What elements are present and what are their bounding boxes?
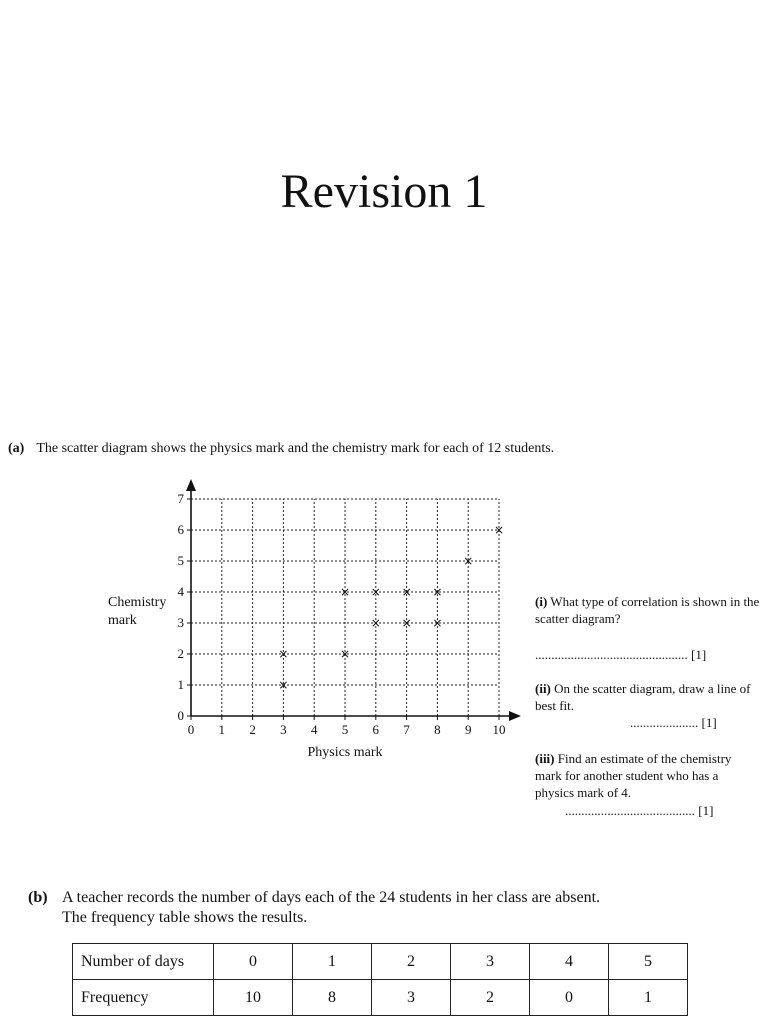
y-axis-label: mark [108, 613, 137, 628]
question-a-iii-label: (iii) [535, 751, 555, 766]
data-point: × [339, 647, 351, 661]
question-a-text: The scatter diagram shows the physics mark and the chemistry mark for each of 12 students. [36, 441, 555, 456]
table-cell: 8 [293, 980, 372, 1016]
x-tick-label: 0 [187, 722, 195, 737]
x-tick-label: 9 [464, 722, 472, 737]
question-a-ii-label: (ii) [535, 681, 551, 696]
question-a-i-answer-line[interactable]: ............................................... [1] [535, 647, 707, 662]
table-row-frequency [73, 980, 688, 1016]
data-point: × [278, 647, 289, 661]
question-a-iii-answer-line[interactable]: ........................................ [1] [565, 803, 714, 818]
y-axis-arrow [186, 479, 196, 491]
y-tick-label: 4 [177, 584, 184, 599]
table-cell: 1 [293, 944, 372, 980]
x-axis-label: Physics mark [307, 745, 383, 760]
table-header-days: Number of days [73, 944, 214, 980]
data-point: × [432, 585, 443, 599]
table-cell: 10 [214, 980, 293, 1016]
scatter-diagram [100, 470, 530, 770]
question-a-label: (a) [8, 441, 25, 456]
question-a-ii [535, 680, 760, 714]
data-point: × [493, 523, 505, 537]
data-point: × [339, 585, 351, 599]
table-cell: 0 [214, 944, 293, 980]
data-point: × [370, 585, 381, 599]
question-a-iii-text: Find an estimate of the chemistry mark for another student who has a physics mark of 4. [535, 751, 732, 800]
y-axis-label: Chemistry [108, 595, 167, 610]
table-cell: 3 [372, 980, 451, 1016]
table-cell: 0 [530, 980, 609, 1016]
data-point: × [432, 616, 443, 630]
table-cell: 2 [451, 980, 530, 1016]
question-b-line1: A teacher records the number of days each of the 24 students in her class are absent. [62, 889, 601, 906]
y-tick-label: 2 [177, 646, 184, 661]
x-tick-label: 6 [372, 722, 380, 737]
table-cell: 3 [451, 944, 530, 980]
question-b-text [62, 888, 702, 928]
y-tick-label: 0 [177, 708, 184, 723]
data-point: × [401, 585, 412, 599]
y-tick-label: 1 [177, 677, 184, 692]
table-cell: 5 [609, 944, 688, 980]
question-a-i-label: (i) [535, 594, 548, 609]
table-cell: 4 [530, 944, 609, 980]
y-tick-label: 7 [177, 491, 184, 506]
question-a-ii-answer-line[interactable]: ..................... [1] [630, 715, 717, 730]
table-cell: 1 [609, 980, 688, 1016]
x-tick-label: 5 [341, 722, 349, 737]
x-tick-label: 7 [403, 722, 410, 737]
data-point: × [278, 678, 289, 692]
table-header-frequency: Frequency [73, 980, 214, 1016]
frequency-table [72, 943, 688, 1016]
x-tick-label: 2 [249, 722, 256, 737]
x-tick-label: 10 [492, 722, 506, 737]
data-point: × [401, 616, 412, 630]
table-row-days [73, 944, 688, 980]
page-title: Revision 1 [280, 165, 488, 218]
x-axis-arrow [509, 711, 521, 721]
question-a-intro [8, 440, 554, 458]
question-b-line2: The frequency table shows the results. [62, 909, 308, 926]
data-point: × [370, 616, 381, 630]
y-tick-label: 5 [177, 553, 184, 568]
x-tick-label: 3 [280, 722, 287, 737]
question-a-i-text: What type of correlation is shown in the scatter diagram? [535, 594, 760, 626]
x-tick-label: 1 [218, 722, 226, 737]
data-point: × [463, 554, 474, 568]
table-cell: 2 [372, 944, 451, 980]
scatter-svg [100, 470, 530, 770]
x-tick-label: 8 [434, 722, 441, 737]
question-b-label: (b) [28, 889, 48, 906]
x-tick-label: 4 [310, 722, 318, 737]
question-a-iii [535, 750, 760, 801]
question-a-ii-text: On the scatter diagram, draw a line of best fit. [535, 681, 751, 713]
question-a-i [535, 593, 760, 627]
y-tick-label: 3 [177, 615, 184, 630]
y-tick-label: 6 [177, 522, 184, 537]
